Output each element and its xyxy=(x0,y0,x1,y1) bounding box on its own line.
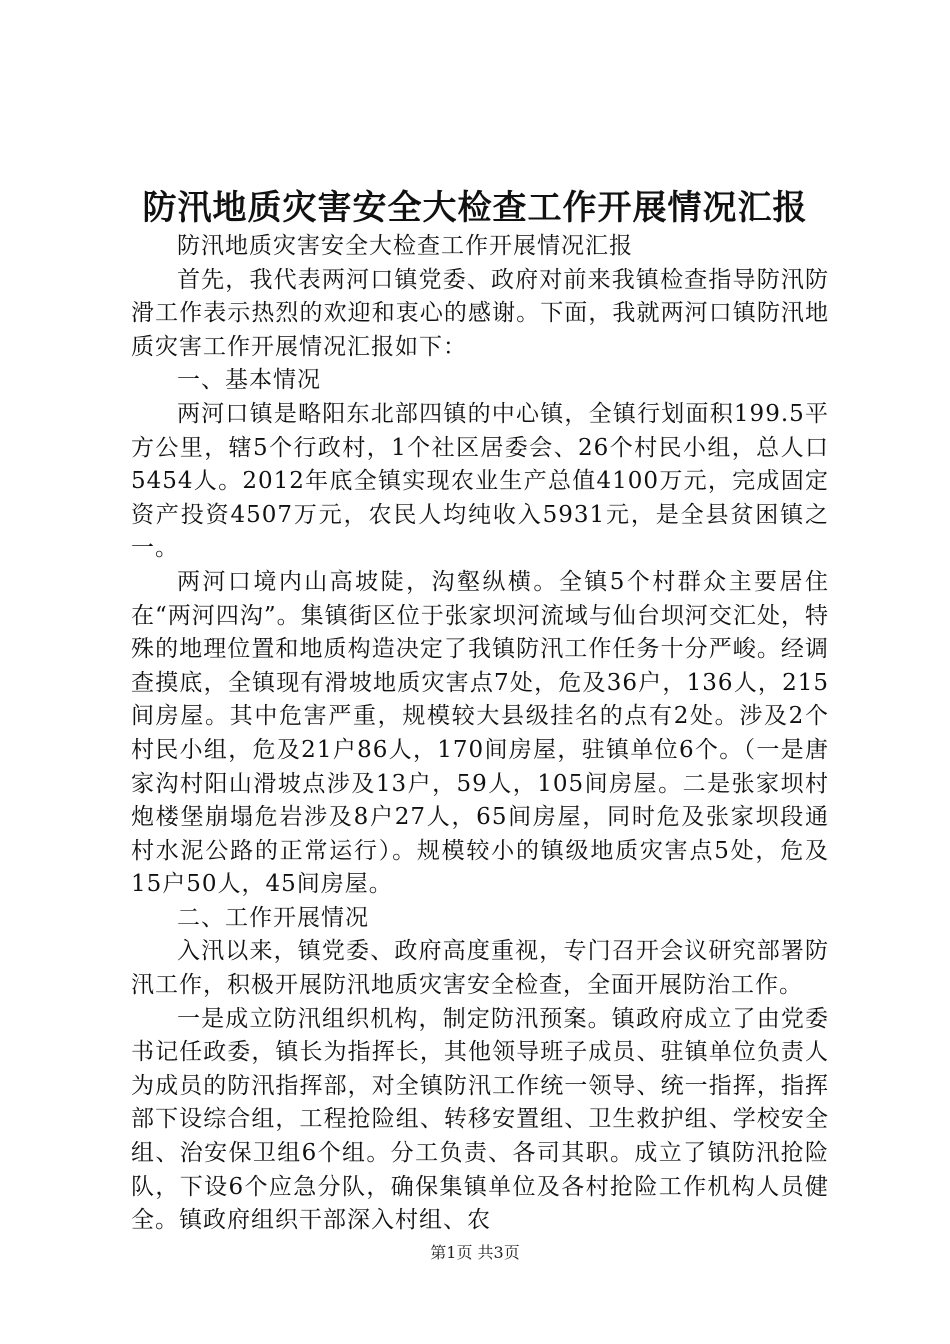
section-heading-basic: 一、基本情况 xyxy=(177,367,321,394)
basic-info-paragraph: 两河口镇是略阳东北部四镇的中心镇，全镇行划面积199.5平方公里，辖5个行政村，1个社区居委会、26个村民小组，总人口5454人。2012年底全镇实现农业生产总值4100万元，完成固定资产投资4507万元，农民人均纯收入5931元，是全县贫困镇之一。 xyxy=(131,400,829,562)
section-heading-work: 二、工作开展情况 xyxy=(177,904,369,931)
page-footer: 第1页 共3页 xyxy=(430,1243,520,1262)
work-intro-paragraph: 入汛以来，镇党委、政府高度重视，专门召开会议研究部署防汛工作，积极开展防汛地质灾害安全检查，全面开展防治工作。 xyxy=(131,938,829,999)
subtitle-paragraph: 防汛地质灾害安全大检查工作开展情况汇报 xyxy=(177,233,633,259)
document-title: 防汛地质灾害安全大检查工作开展情况汇报 xyxy=(142,188,808,228)
terrain-paragraph: 两河口境内山高坡陡，沟壑纵横。全镇5个村群众主要居住在“两河四沟”。集镇街区位于张家坝河流域与仙台坝河交汇处，特殊的地理位置和地质构造决定了我镇防汛工作任务十分严峻。经调查摸底，全镇现有滑坡地质灾害点7处，危及36户，136人，215间房屋。其中危害严重，规模较大县级挂名的点有2处。涉及2个村民小组，危及21户86人，170间房屋，驻镇单位6个。（一是唐家沟村阳山滑坡点涉及13户，59人，105间房屋。二是张家坝村炮楼堡崩塌危岩涉及8户27人，65间房屋，同时危及张家坝段通村水泥公路的正常运行）。规模较小的镇级地质灾害点5处，危及15户50人，45间房屋。 xyxy=(131,568,829,898)
organization-paragraph: 一是成立防汛组织机构，制定防汛预案。镇政府成立了由党委书记任政委，镇长为指挥长，其他领导班子成员、驻镇单位负责人为成员的防汛指挥部，对全镇防汛工作统一领导、统一指挥，指挥部下设综合组，工程抢险组、转移安置组、卫生救护组、学校安全组、治安保卫组6个组。分工负责、各司其职。成立了镇防汛抢险队，下设6个应急分队，确保集镇单位及各村抢险工作机构人员健全。镇政府组织干部深入村组、农 xyxy=(131,1005,829,1234)
document-body xyxy=(131,230,829,1238)
intro-paragraph: 首先，我代表两河口镇党委、政府对前来我镇检查指导防汛防滑工作表示热烈的欢迎和衷心的感谢。下面，我就两河口镇防汛地质灾害工作开展情况汇报如下： xyxy=(131,266,829,360)
